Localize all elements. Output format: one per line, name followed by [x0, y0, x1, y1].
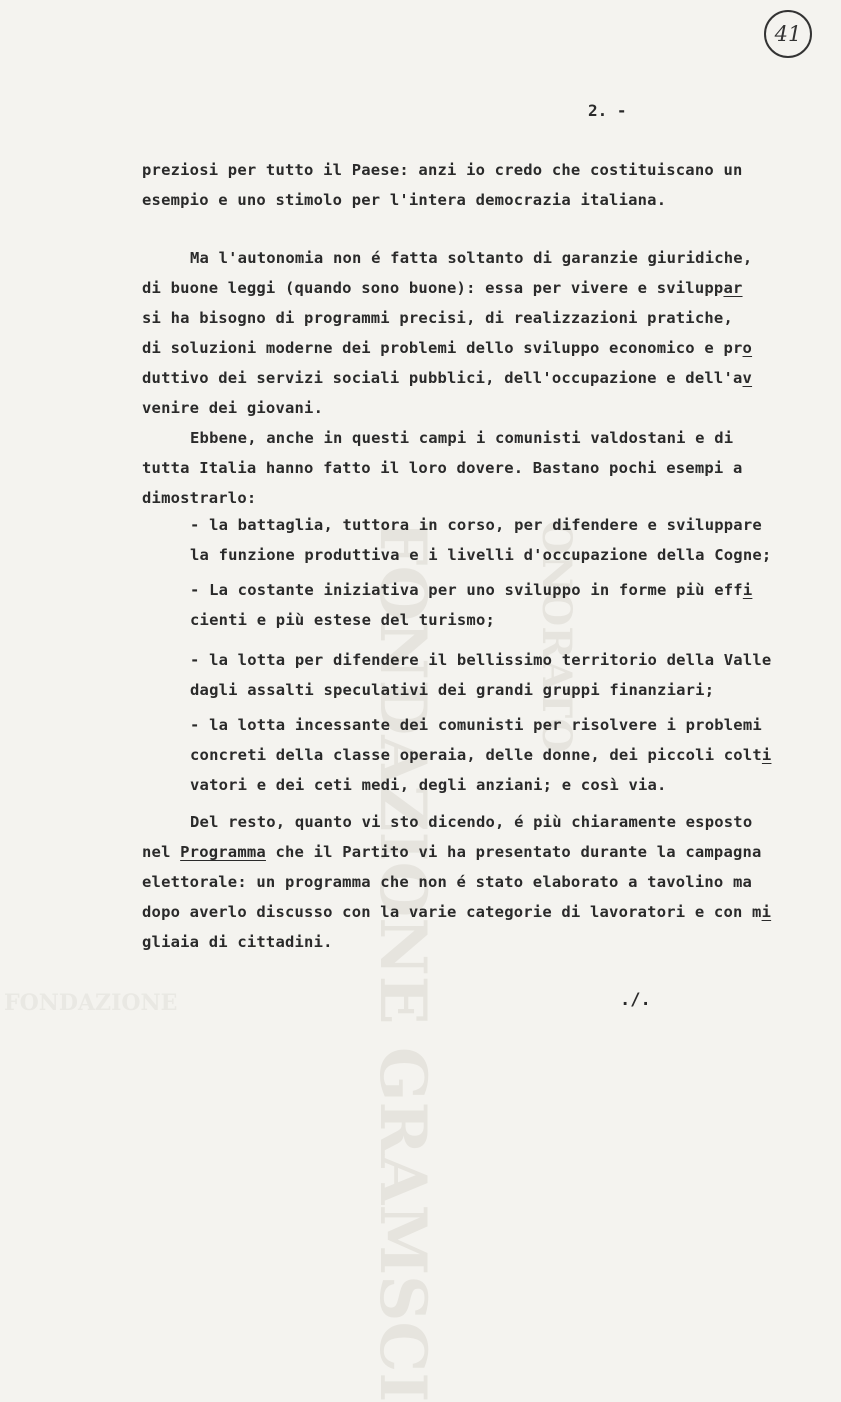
- text-line: [142, 368, 752, 388]
- text-line: [190, 248, 752, 268]
- line-text: gliaia di cittadini.: [142, 933, 333, 951]
- text-line: [190, 515, 762, 535]
- text-line: [142, 872, 752, 892]
- line-text: di buone leggi (quando sono buone): essa per vivere e svilupp: [142, 279, 724, 297]
- hyphen-underline: i: [742, 581, 753, 599]
- line-text: - la lotta per difendere il bellissimo territorio della Valle: [190, 651, 772, 669]
- line-text: di soluzioni moderne dei problemi dello sviluppo economico e pr: [142, 339, 743, 357]
- page-stamp: 41: [764, 10, 812, 58]
- line-text: elettorale: un programma che non é stato elaborato a tavolino ma: [142, 873, 753, 891]
- line-text: la funzione produttiva e i livelli d'occupazione della Cogne;: [190, 546, 772, 564]
- line-text: preziosi per tutto il Paese: anzi io credo che costituiscano un: [142, 161, 743, 179]
- text-line: [190, 610, 495, 630]
- text-line: [190, 650, 771, 670]
- line-text: duttivo dei servizi sociali pubblici, dell'occupazione e dell'a: [142, 369, 743, 387]
- text-line: [142, 842, 762, 862]
- line-text: esempio e uno stimolo per l'intera democrazia italiana.: [142, 191, 667, 209]
- page-number: 2. -: [588, 101, 627, 120]
- hyphen-underline: ar: [723, 279, 743, 297]
- line-text: - La costante iniziativa per uno sviluppo in forme più eff: [190, 581, 743, 599]
- line-text: dimostrarlo:: [142, 489, 257, 507]
- line-text: - la lotta incessante dei comunisti per risolvere i problemi: [190, 716, 762, 734]
- text-line: [142, 278, 743, 298]
- text-line: [142, 160, 743, 180]
- line-text: si ha bisogno di programmi precisi, di realizzazioni pratiche,: [142, 309, 733, 327]
- line-text: dopo averlo discusso con la varie categorie di lavoratori e con m: [142, 903, 762, 921]
- line-text: nel: [142, 843, 181, 861]
- line-text: Ma l'autonomia non é fatta soltanto di garanzie giuridiche,: [190, 249, 753, 267]
- hyphen-underline: v: [742, 369, 753, 387]
- text-line: [142, 488, 256, 508]
- underlined-word: Programma: [180, 843, 266, 861]
- text-line: [190, 745, 771, 765]
- text-line: [142, 932, 333, 952]
- text-line: [190, 715, 762, 735]
- text-line: [142, 338, 752, 358]
- text-line: [142, 308, 733, 328]
- watermark-subtext: ONORATO: [533, 520, 580, 753]
- text-line: [190, 812, 752, 832]
- text-line: [142, 902, 771, 922]
- text-line: [190, 580, 752, 600]
- line-text: Ebbene, anche in questi campi i comunisti valdostani e di: [190, 429, 734, 447]
- watermark-corner: FONDAZIONE: [4, 990, 178, 1016]
- line-text: concreti della classe operaia, delle donne, dei piccoli colt: [190, 746, 762, 764]
- line-text: Del resto, quanto vi sto dicendo, é più chiaramente esposto: [190, 813, 753, 831]
- text-line: [190, 680, 714, 700]
- line-text-after: che il Partito vi ha presentato durante la campagna: [265, 843, 762, 861]
- text-line: [190, 775, 667, 795]
- text-line: [190, 545, 771, 565]
- watermark-text: FONDAZIONE GRAMSCI: [365, 520, 440, 1402]
- text-line: [142, 190, 666, 210]
- hyphen-underline: o: [742, 339, 753, 357]
- text-line: [142, 398, 323, 418]
- hyphen-underline: i: [761, 903, 772, 921]
- continuation-mark: ./.: [620, 990, 651, 1010]
- line-text: - la battaglia, tuttora in corso, per difendere e sviluppare: [190, 516, 762, 534]
- text-line: [190, 428, 733, 448]
- line-text: tutta Italia hanno fatto il loro dovere. Bastano pochi esempi a: [142, 459, 743, 477]
- line-text: cienti e più estese del turismo;: [190, 611, 496, 629]
- line-text: dagli assalti speculativi dei grandi gruppi finanziari;: [190, 681, 715, 699]
- line-text: venire dei giovani.: [142, 399, 324, 417]
- hyphen-underline: i: [761, 746, 772, 764]
- text-line: [142, 458, 743, 478]
- line-text: vatori e dei ceti medi, degli anziani; e così via.: [190, 776, 667, 794]
